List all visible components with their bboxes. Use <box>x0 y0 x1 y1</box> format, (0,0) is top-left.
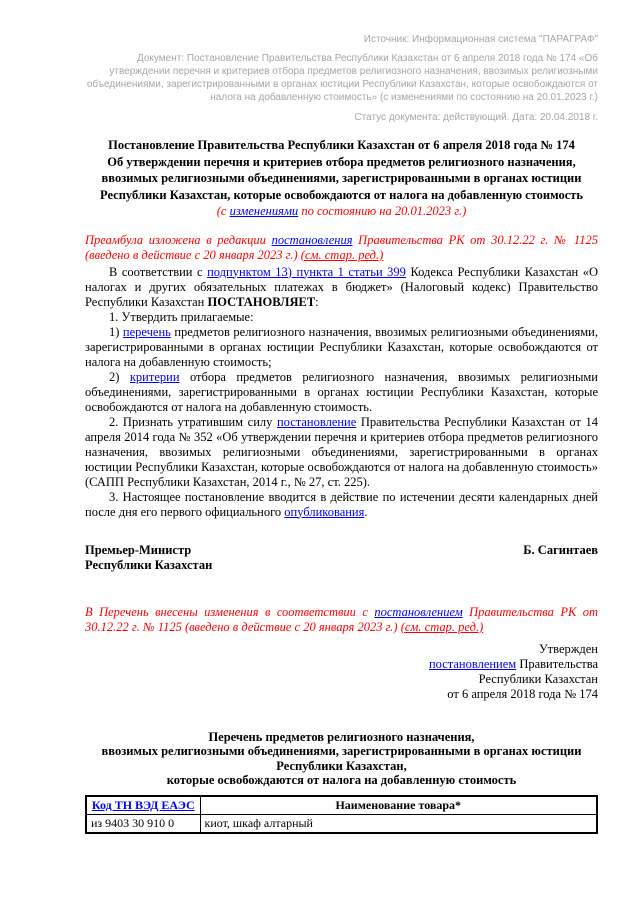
criteria-link[interactable]: критерии <box>129 369 180 384</box>
approval-block <box>85 642 598 702</box>
signer-position-line2: Республики Казахстан <box>85 557 213 572</box>
header-cell-name: Наименование товара* <box>200 796 597 815</box>
paragraph-item-1: 1. Утвердить прилагаемые: <box>109 309 254 324</box>
resolution-link[interactable]: постановления <box>271 232 353 247</box>
cell-code: из 9403 30 910 0 <box>86 814 200 833</box>
annex-title-line3: Республики Казахстан, <box>276 758 407 773</box>
amendment-prefix: (с <box>216 204 230 218</box>
body-text: Кодекса Республики Казахстан «О налогах и других обязательных платежах в бюджет» (Налоговый кодекс) Правительство Республики Казахстан <box>85 264 598 309</box>
annex-title-line1: Перечень предметов религиозного назначения, <box>208 729 475 744</box>
signer-name: Б. Сагинтаев <box>523 542 598 557</box>
meta-status-line: Статус документа: действующий. Дата: 20.04.2018 г. <box>354 112 598 123</box>
annex-title-line4: которые освобождаются от налога на добавленную стоимость <box>166 773 517 787</box>
body-text: : <box>315 294 319 309</box>
resolves-word: ПОСТАНОВЛЯЕТ <box>207 294 316 309</box>
note-text: В Перечень внесены изменения в соответствии с <box>85 604 375 619</box>
document-meta <box>85 33 598 124</box>
approval-text: Правительства <box>516 656 598 671</box>
body-text: 2. Признать утратившим силу <box>109 414 277 429</box>
body-text: предметов религиозного назначения, ввозимых религиозными объединениями, зарегистрированными в органах юстиции Республики Казахстан, которые освобождаются от налога на добавленную стоимость; <box>85 324 598 369</box>
amendments-link[interactable]: изменениями <box>229 204 299 218</box>
header-cell-code <box>86 796 200 815</box>
document-body <box>85 265 598 520</box>
signer-position <box>85 543 212 573</box>
paragraph-subitem-2 <box>85 370 598 415</box>
annex-title-line2: ввозимых религиозными объединениями, зарегистрированными в органах юстиции <box>101 744 582 758</box>
paragraph-item-2 <box>85 415 598 490</box>
table-row <box>86 814 597 833</box>
body-text: Правительства Республики Казахстан от 14 апреля 2014 года № 352 «Об утверждении перечня и критериев отбора предметов религиозного назначения, ввозимых религиозными объединениями, зарегистрированными в органах юстиции Республики Казахстан, которые освобождаются от налога на добавленную стоимость» (САПП Республики Казахстан, 2014 г., № 27, ст. 225). <box>85 414 598 489</box>
title-amendment-note <box>85 203 598 220</box>
document-title-line2: Об утверждении перечня и критериев отбора предметов религиозного назначения, ввозимых религиозными объединениями, зарегистрированными в органах юстиции Республики Казахстан, которые освобождаются от налога на добавленную стоимость <box>100 154 583 202</box>
document-title <box>85 137 598 220</box>
approving-resolution-link[interactable]: постановлением <box>428 656 517 671</box>
body-text: 2) <box>109 369 130 384</box>
goods-table <box>85 795 598 834</box>
approval-line3: Республики Казахстан <box>478 671 598 686</box>
amendment-suffix: по состоянию на 20.01.2023 г.) <box>298 204 467 218</box>
note-text: Преамбула изложена в редакции <box>85 232 272 247</box>
body-text: В соответствии с <box>109 264 208 279</box>
meta-source-line: Источник: Информационная система "ПАРАГРАФ" <box>363 34 598 45</box>
approval-line1: Утвержден <box>538 641 598 656</box>
signature-block <box>85 543 598 573</box>
approval-line2 <box>85 657 598 672</box>
tax-code-article-link[interactable]: подпунктом 13) пункта 1 статьи 399 <box>207 264 406 279</box>
publication-link[interactable]: опубликования <box>284 504 365 519</box>
body-text: . <box>364 504 368 519</box>
tn-ved-code-link[interactable]: Код ТН ВЭД ЕАЭС <box>91 797 195 812</box>
see-old-version-link[interactable]: (см. стар. ред.) <box>300 247 384 262</box>
paragraph-subitem-1 <box>85 325 598 370</box>
body-text: 1) <box>109 324 123 339</box>
meta-document-line: Документ: Постановление Правительства Республики Казахстан от 6 апреля 2018 года № 174 «Об утверждении перечня и критериев отбора предметов религиозного назначения, ввозимых религиозными объединениями, зарегистрированными в органах юстиции Республики Казахстан, которые освобождаются от налога на добавленную стоимость» (с изменениями по состоянию на 20.01.2023 г.) <box>86 53 598 103</box>
see-old-version-link[interactable]: (см. стар. ред.) <box>400 619 484 634</box>
resolution-link[interactable]: постановлением <box>374 604 463 619</box>
approval-line4: от 6 апреля 2018 года № 174 <box>447 686 598 701</box>
signer-position-line1: Премьер-Министр <box>85 542 192 557</box>
list-link[interactable]: перечень <box>122 324 171 339</box>
table-header-row <box>86 796 597 815</box>
note-text: Правительства РК от 30.12.22 г. № 1125 (введено в действие с 20 января 2023 г.) <box>85 232 598 262</box>
preamble-amendment-note <box>85 233 598 263</box>
document-title-line1: Постановление Правительства Республики Казахстан от 6 апреля 2018 года № 174 <box>108 138 575 152</box>
body-text: 3. Настоящее постановление вводится в действие по истечении десяти календарных дней после дня его первого официального <box>85 489 598 519</box>
body-text: отбора предметов религиозного назначения, ввозимых религиозными объединениями, зарегистрированными в органах юстиции Республики Казахстан, которые освобождаются от налога на добавленную стоимость. <box>85 369 598 414</box>
paragraph-legal-basis <box>85 265 598 310</box>
list-amendment-note <box>85 605 598 635</box>
repealed-resolution-link[interactable]: постановление <box>276 414 357 429</box>
annex-title <box>85 730 598 788</box>
cell-name: киот, шкаф алтарный <box>200 814 597 833</box>
paragraph-item-3 <box>85 490 598 520</box>
note-text: Правительства РК от 30.12.22 г. № 1125 (введено в действие с 20 января 2023 г.) <box>85 604 598 634</box>
